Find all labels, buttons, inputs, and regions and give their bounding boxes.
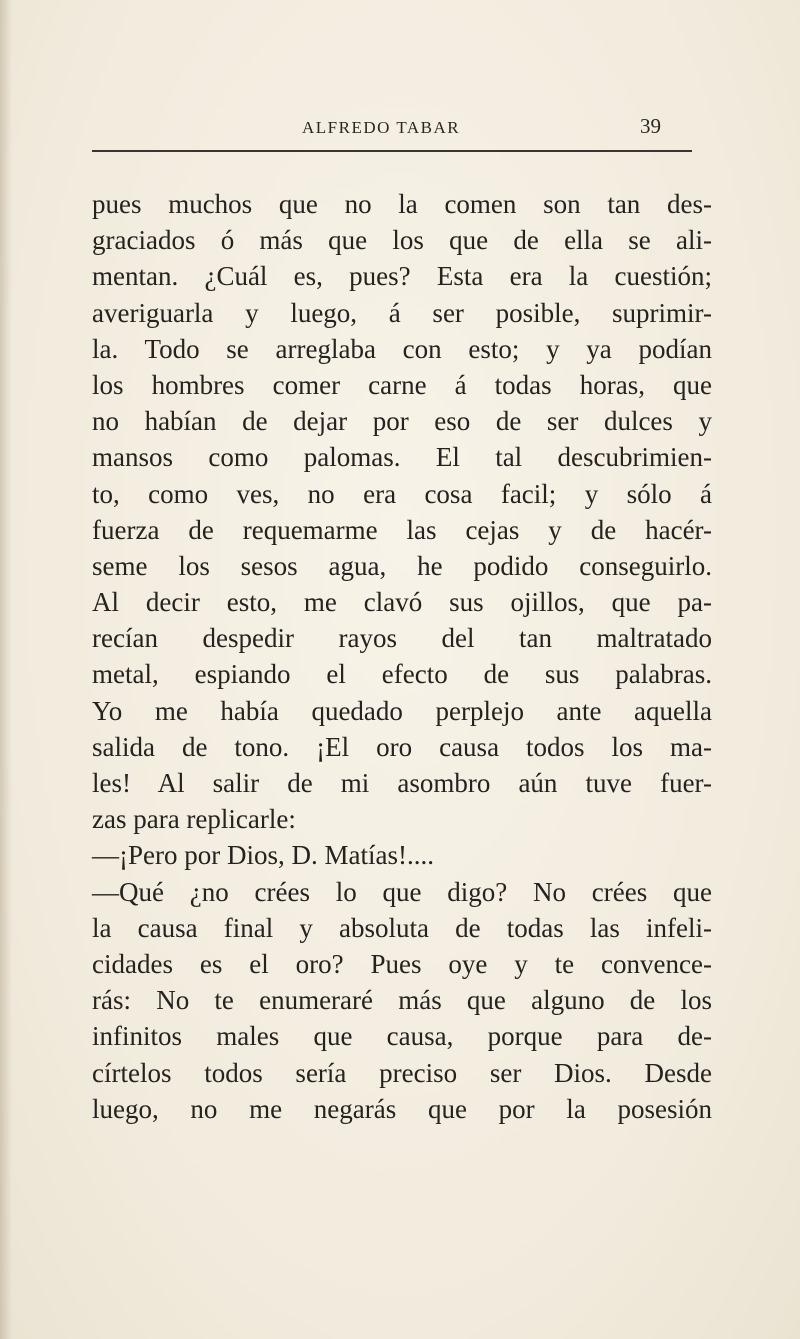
text-line: la. Todo se arreglaba con esto; y ya podían	[92, 333, 712, 364]
text-line: mansos como palomas. El tal descubrimien-	[92, 442, 712, 473]
text-line: no habían de dejar por eso de ser dulces y	[92, 406, 712, 437]
text-line: averiguarla y luego, á ser posible, suprimir-	[92, 297, 712, 328]
text-line: rás: No te enumeraré más que alguno de los	[92, 985, 712, 1016]
header-rule	[92, 150, 692, 152]
text-line: graciados ó más que los que de ella se ali-	[92, 225, 712, 256]
text-line: los hombres comer carne á todas horas, que	[92, 369, 712, 400]
page-number: 39	[640, 114, 661, 138]
text-line: Yo me había quedado perplejo ante aquella	[92, 695, 712, 726]
text-line: recían despedir rayos del tan maltratado	[92, 623, 712, 654]
text-line: les! Al salir de mi asombro aún tuve fuer-	[92, 768, 712, 798]
text-line: seme los sesos agua, he podido conseguirlo.	[92, 550, 712, 581]
text-line: zas para replicarle:	[92, 804, 296, 835]
text-line: Al decir esto, me clavó sus ojillos, que pa-	[92, 587, 712, 618]
text-line: cidades es el oro? Pues oye y te convence-	[92, 948, 712, 979]
running-head: ALFREDO TABAR	[302, 118, 461, 137]
text-line: luego, no me negarás que por la posesión	[92, 1093, 712, 1124]
body-text	[92, 186, 712, 1127]
text-line: —¡Pero por Dios, D. Matías!....	[92, 840, 434, 871]
text-line: salida de tono. ¡El oro causa todos los ma-	[92, 731, 712, 762]
text-line: infinitos males que causa, porque para de-	[92, 1021, 712, 1052]
text-line: mentan. ¿Cuál es, pues? Esta era la cuestión;	[92, 261, 712, 292]
text-line: to, como ves, no era cosa facil; y sólo á	[92, 478, 712, 509]
text-line: la causa final y absoluta de todas las infeli-	[92, 912, 712, 943]
text-line: pues muchos que no la comen son tan des-	[92, 189, 712, 219]
text-line: fuerza de requemarme las cejas y de hacér-	[92, 514, 712, 545]
page-gutter-shadow	[0, 0, 12, 1339]
text-line: círtelos todos sería preciso ser Dios. Desde	[92, 1057, 712, 1088]
text-line: —Qué ¿no crées lo que digo? No crées que	[92, 876, 712, 907]
text-line: metal, espiando el efecto de sus palabras.	[92, 659, 712, 690]
